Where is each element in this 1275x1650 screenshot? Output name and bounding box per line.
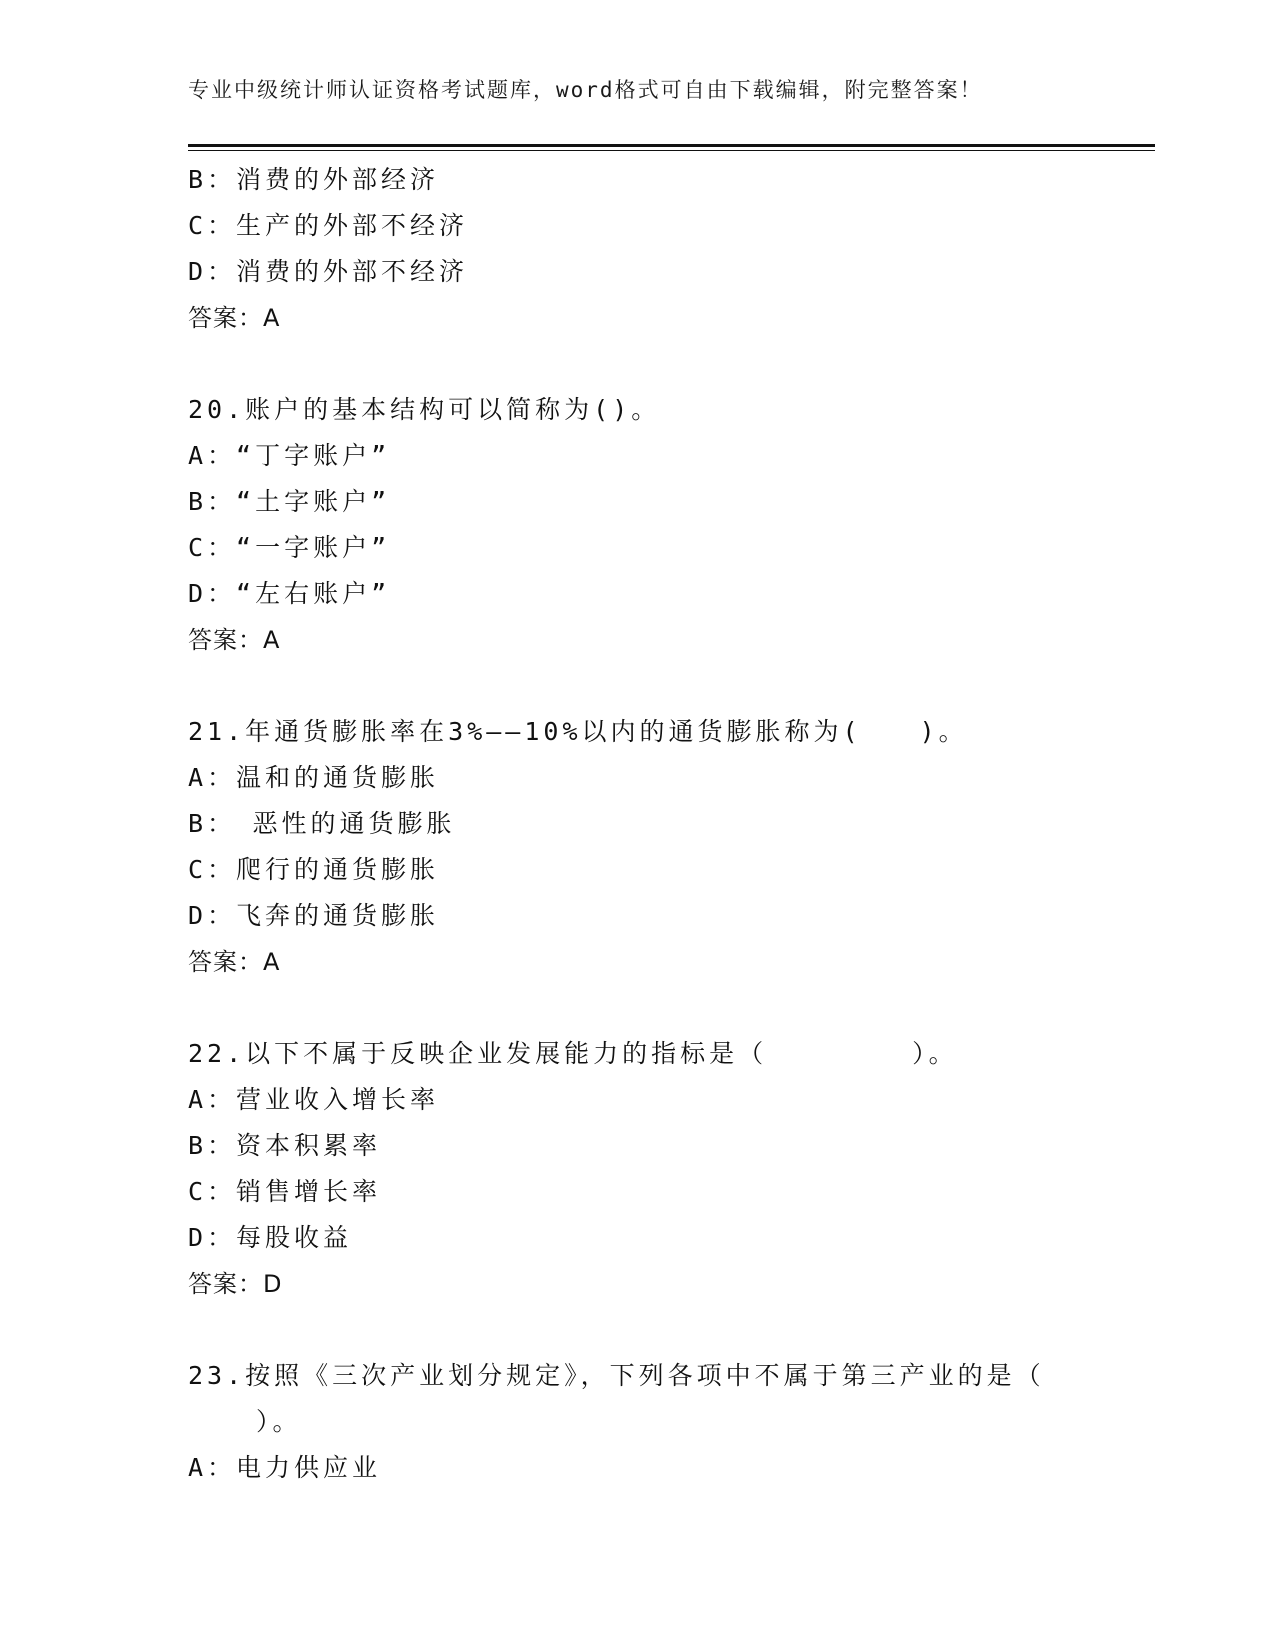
option-c: C：爬行的通货膨胀 [188,855,440,884]
option-d: D：“左右账户” [188,579,391,608]
question-20 [188,387,1088,663]
option-b: B：资本积累率 [188,1131,382,1160]
question-23 [188,1353,1088,1491]
answer: 答案：A [188,948,281,976]
option-b: B：“土字账户” [188,487,391,516]
option-b: B：消费的外部经济 [188,165,440,194]
question-19-tail [188,157,1088,341]
option-d: D：每股收益 [188,1223,353,1252]
answer: 答案：A [188,626,281,654]
question-stem: 23.按照《三次产业划分规定》，下列各项中不属于第三产业的是（ [188,1361,1045,1390]
option-a: A：温和的通货膨胀 [188,763,440,792]
question-22 [188,1031,1088,1307]
question-21 [188,709,1088,985]
question-stem-continuation: ）。 [256,1407,302,1436]
question-stem: 22.以下不属于反映企业发展能力的指标是（ ）。 [188,1039,958,1068]
header-rule-thin [188,150,1155,151]
question-list [188,157,1088,1491]
option-d: D：消费的外部不经济 [188,257,469,286]
question-stem: 20.账户的基本结构可以简称为()。 [188,395,661,424]
header-rule-thick [188,144,1155,147]
page-header: 专业中级统计师认证资格考试题库，word格式可自由下载编辑，附完整答案！ [188,78,983,102]
option-a: A：“丁字账户” [188,441,391,470]
option-a: A：营业收入增长率 [188,1085,440,1114]
option-d: D：飞奔的通货膨胀 [188,901,440,930]
question-stem: 21.年通货膨胀率在3%——10%以内的通货膨胀称为( )。 [188,717,968,746]
option-a: A：电力供应业 [188,1453,382,1482]
option-c: C：“一字账户” [188,533,391,562]
option-b: B： 恶性的通货膨胀 [188,809,456,838]
answer: 答案：A [188,304,281,332]
answer: 答案：D [188,1270,283,1298]
option-c: C：生产的外部不经济 [188,211,469,240]
option-c: C：销售增长率 [188,1177,382,1206]
